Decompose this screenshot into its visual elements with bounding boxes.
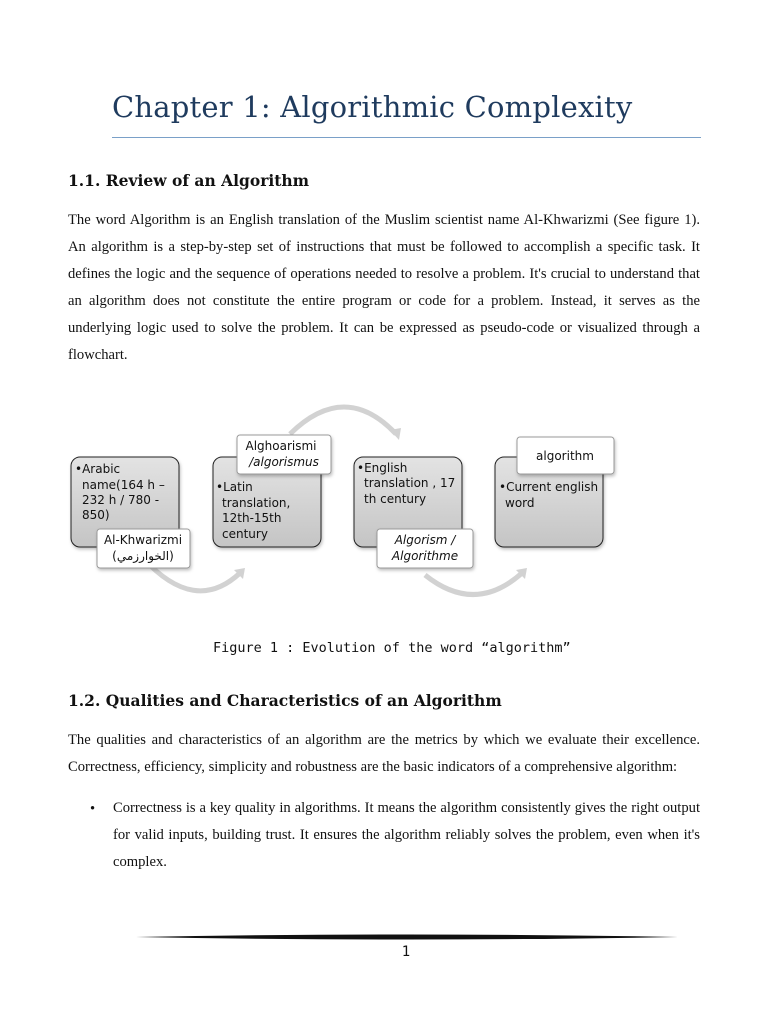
label-al-khwarizmi-line-1: Al-Khwarizmi — [103, 533, 183, 547]
label-al-khwarizmi — [97, 529, 190, 568]
label-algorism-line-1: Algorism / — [394, 533, 456, 547]
label-algorism-line-2: Algorithme — [391, 549, 459, 563]
label-alghoarismi-line-2: /algorismus — [249, 455, 319, 469]
stage-box-latin-line-2: translation, — [222, 496, 291, 510]
chapter-title: Chapter 1: Algorithmic Complexity — [112, 90, 633, 124]
section-heading-qualities: 1.2. Qualities and Characteristics of an Algorithm — [68, 691, 502, 710]
footer-divider — [136, 933, 678, 941]
evolution-diagram — [0, 390, 768, 615]
stage-box-latin-line-1: •Latin — [216, 480, 253, 494]
page-number: 1 — [401, 944, 411, 960]
label-algorithm — [517, 437, 614, 474]
section-heading-review: 1.1. Review of an Algorithm — [68, 171, 310, 190]
stage-box-english-line-1: •English — [357, 461, 408, 475]
stage-box-latin-line-3: 12th-15th — [222, 511, 282, 525]
bullet-marker: • — [90, 801, 96, 817]
stage-box-arabic-line-1: •Arabic — [75, 462, 121, 476]
stage-box-english-line-3: th century — [364, 492, 427, 506]
stage-box-english-line-2: translation , 17 — [364, 476, 456, 490]
stage-box-current-line-1: •Current english — [499, 480, 599, 494]
section-paragraph-qualities: The qualities and characteristics of an algorithm are the metrics by which we evaluate their excellence. Correctness, efficiency, simplicity and robustness are the basic indicators of a comprehensive algorithm: — [68, 732, 700, 775]
section-paragraph-review: The word Algorithm is an English translation of the Muslim scientist name Al-Khwarizmi (See figure 1). An algorithm is a step-by-step set of instructions that must be followed to accomplish a specific task. It defines the logic and the sequence of operations needed to resolve a problem. It's crucial to understand that an algorithm does not constitute the entire program or code for a problem. Instead, it serves as the underlying logic used to solve the problem. It can be expressed as pseudo-code or visualized through a flowchart. — [68, 212, 700, 363]
figure-caption: Figure 1 : Evolution of the word “algorithm” — [213, 640, 571, 656]
label-alghoarismi — [237, 435, 331, 474]
stage-box-current-line-2: word — [505, 496, 535, 510]
label-algorithm-line-1: algorithm — [536, 449, 594, 463]
label-al-khwarizmi-line-2: (الخوارزمي) — [112, 549, 174, 563]
stage-box-arabic-line-3: 232 h / 780 - — [82, 493, 160, 507]
stage-box-arabic-line-4: 850) — [82, 508, 110, 522]
stage-box-latin-line-4: century — [222, 527, 268, 541]
stage-box-arabic-line-2: name(164 h – — [82, 478, 165, 492]
label-algorism — [377, 529, 473, 568]
bullet-item-correctness: Correctness is a key quality in algorithms. It means the algorithm consistently gives the right output for valid inputs, building trust. It ensures the algorithm reliably solves the problem, even when it's complex. — [113, 800, 700, 870]
label-alghoarismi-line-1: Alghoarismi — [245, 439, 317, 453]
title-rule — [112, 137, 701, 138]
arrow-3 — [425, 568, 527, 595]
